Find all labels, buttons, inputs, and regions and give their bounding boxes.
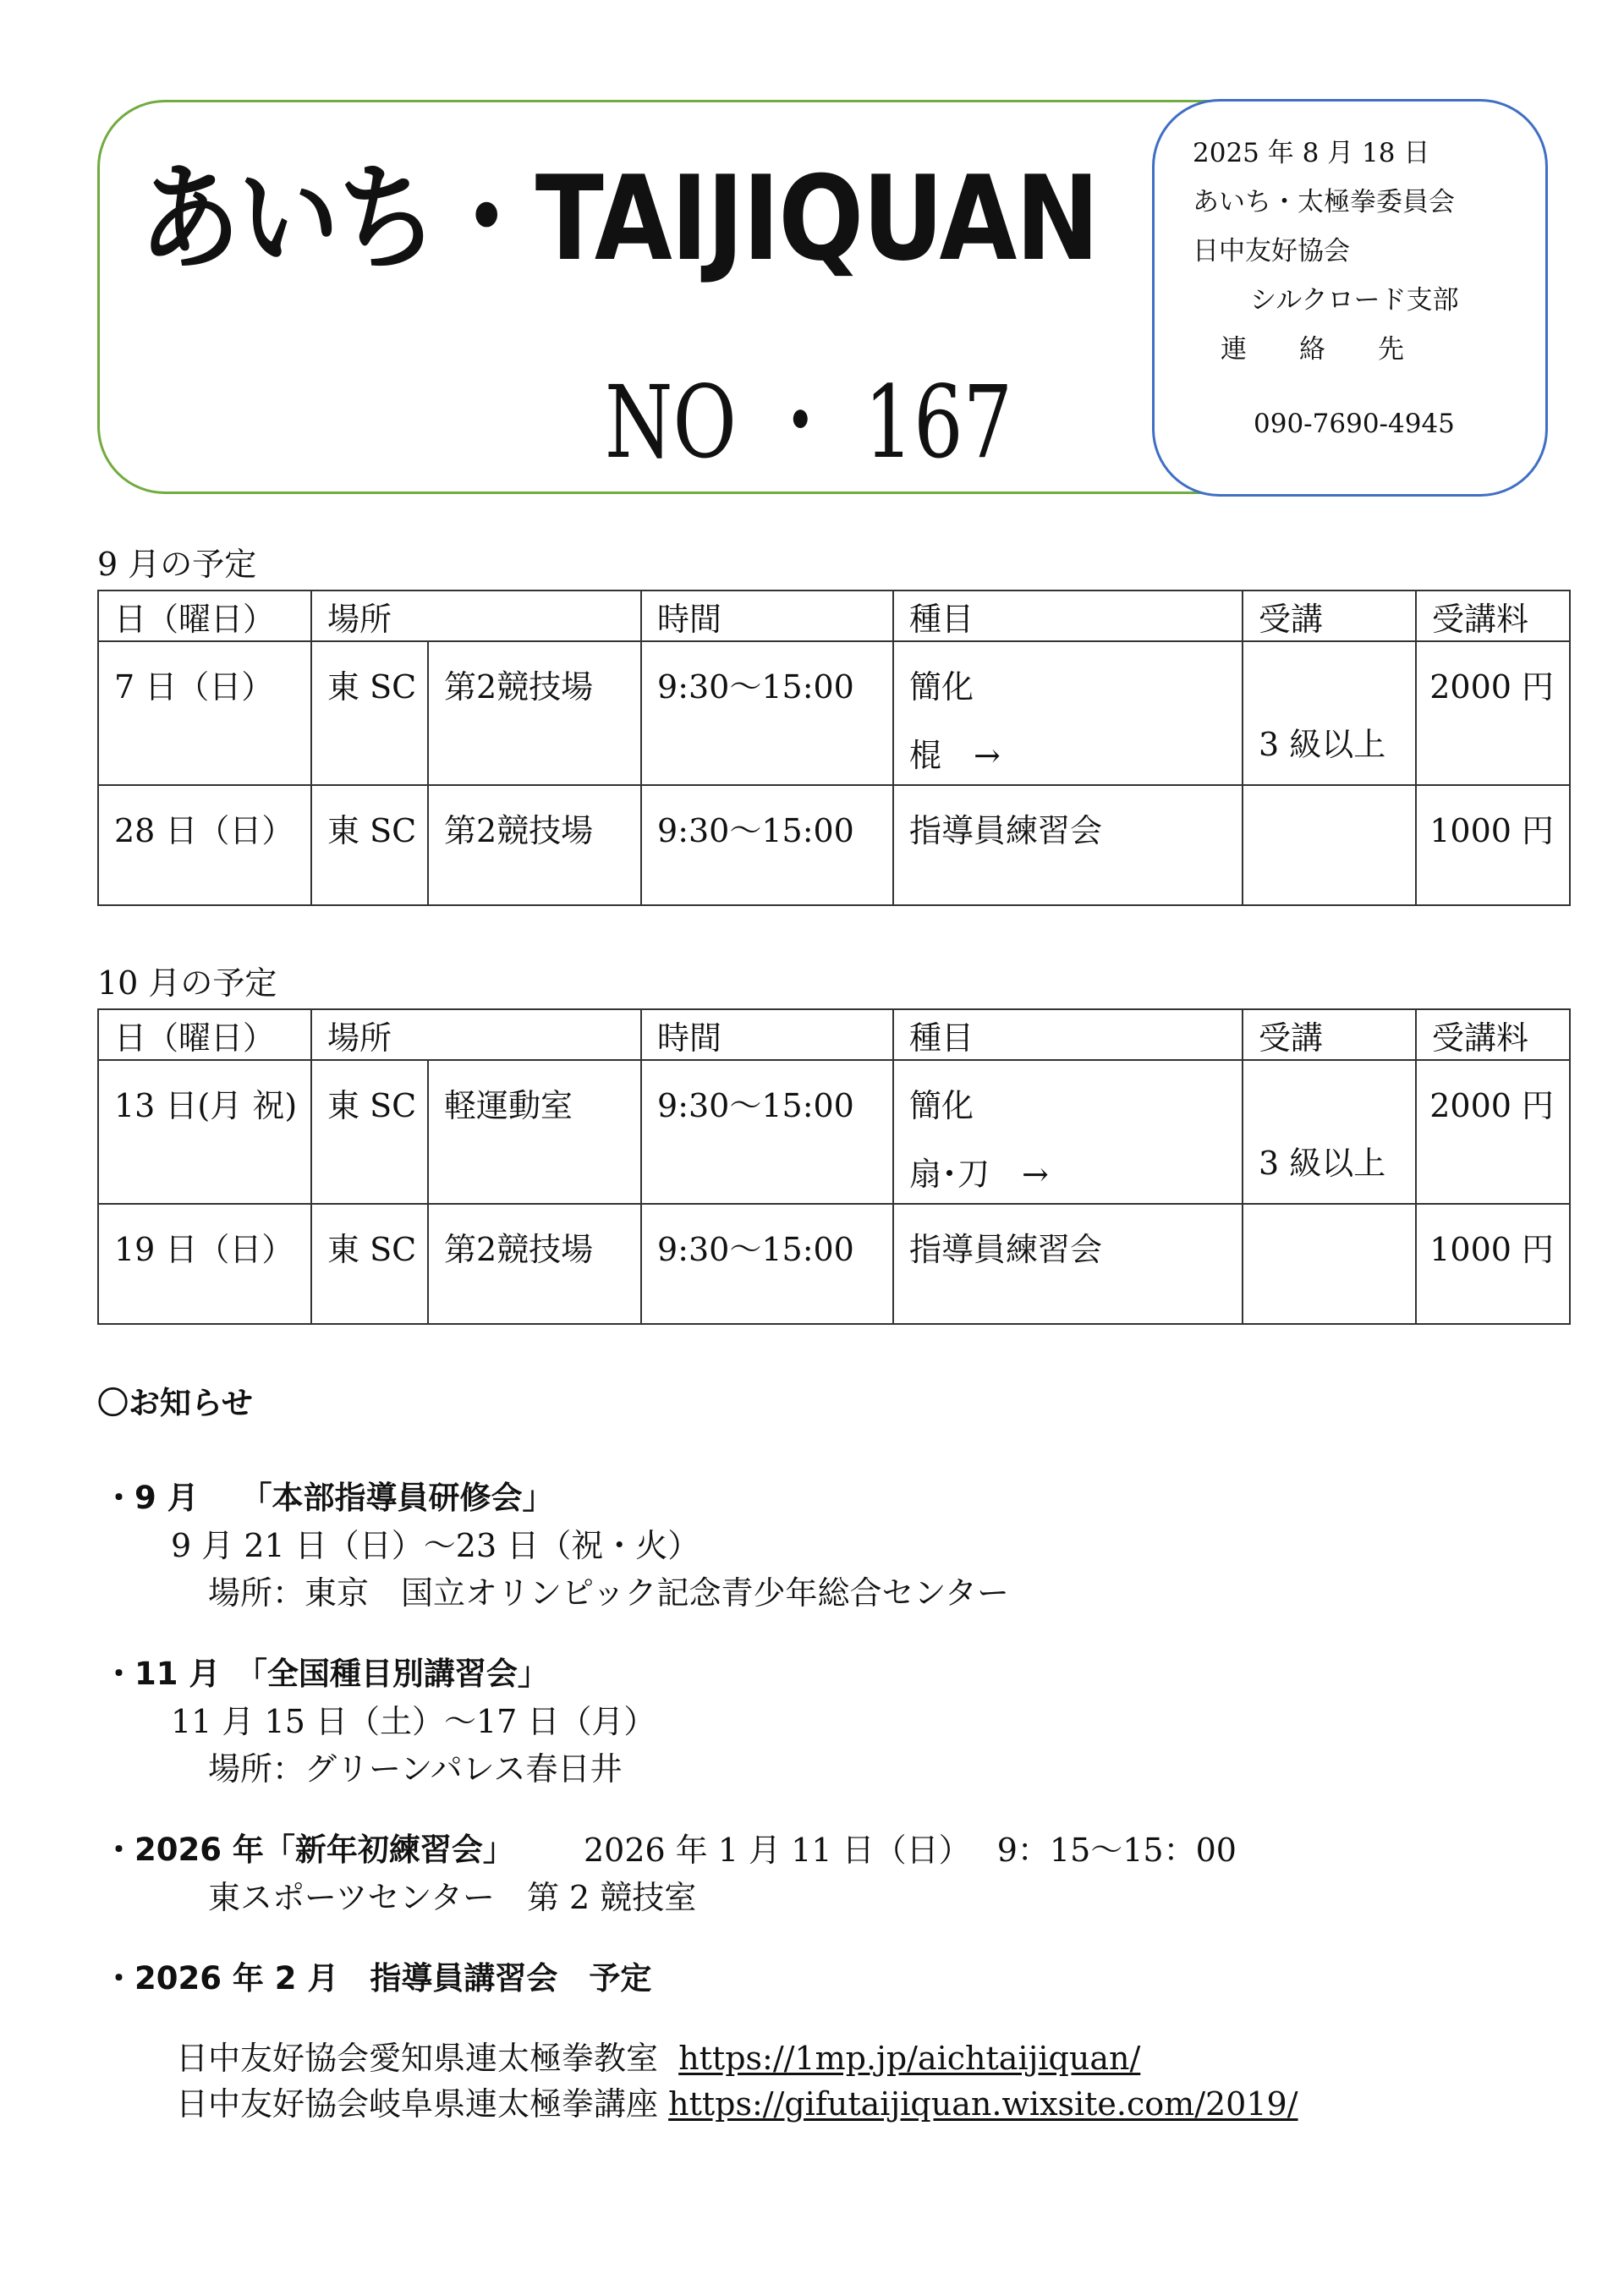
- org-association: 日中友好協会: [1193, 236, 1350, 266]
- notices-heading: 〇お知らせ: [97, 1385, 253, 1421]
- fee-cell: 1000 円: [1416, 1204, 1570, 1324]
- venue-cell: 東 SC: [311, 1060, 428, 1204]
- room-cell: 第2競技場: [428, 785, 641, 905]
- col-eligibility: 受講: [1243, 1009, 1416, 1060]
- org-committee: あいち・太極拳委員会: [1193, 187, 1455, 217]
- time-cell: 9:30～15:00: [641, 785, 893, 905]
- october-label: 10 月の予定: [97, 964, 277, 1002]
- item-line-1: 簡化: [909, 668, 974, 706]
- issue-number: NO ・ 167: [605, 364, 1013, 481]
- col-date: 日（曜日）: [98, 590, 311, 641]
- eligibility-cell: [1243, 785, 1416, 905]
- col-date: 日（曜日）: [98, 1009, 311, 1060]
- col-fee: 受講料: [1416, 1009, 1570, 1060]
- col-item: 種目: [893, 590, 1243, 641]
- item-line-2: 扇･刀 →: [909, 1156, 1049, 1193]
- link-line-aichi: [176, 2040, 1141, 2077]
- notice-3-datetime: 2026 年 1 月 11 日（日） 9：15～15：00: [584, 1832, 1237, 1869]
- issue-date: 2025 年 8 月 18 日: [1193, 138, 1430, 168]
- date-cell: 7 日（日）: [98, 641, 311, 785]
- room-cell: 軽運動室: [428, 1060, 641, 1204]
- table-row: [98, 785, 1570, 905]
- time-cell: 9:30～15:00: [641, 1060, 893, 1204]
- notice-1-title: ・9 月 「本部指導員研修会」: [103, 1480, 554, 1516]
- item-cell: [893, 641, 1243, 785]
- date-cell: 13 日(月 祝): [98, 1060, 311, 1204]
- org-branch: シルクロード支部: [1250, 285, 1459, 316]
- item-cell: [893, 1060, 1243, 1204]
- eligibility-value: 3 級以上: [1259, 1145, 1386, 1182]
- col-fee: 受講料: [1416, 590, 1570, 641]
- link-gifu[interactable]: https://gifutaijiquan.wixsite.com/2019/: [668, 2085, 1298, 2123]
- september-label: 9 月の予定: [97, 546, 257, 583]
- notice-2-place: 場所：グリーンパレス春日井: [208, 1750, 623, 1788]
- item-line-2: 棍 →: [909, 737, 1001, 774]
- item-cell: 指導員練習会: [893, 785, 1243, 905]
- room-cell: 第2競技場: [428, 1204, 641, 1324]
- eligibility-value: 3 級以上: [1259, 726, 1386, 763]
- fee-cell: 1000 円: [1416, 785, 1570, 905]
- eligibility-cell: [1243, 1204, 1416, 1324]
- notice-1-dates: 9 月 21 日（日）～23 日（祝・火）: [171, 1527, 700, 1564]
- fee-cell: 2000 円: [1416, 1060, 1570, 1204]
- date-cell: 28 日（日）: [98, 785, 311, 905]
- contact-label: 連 絡 先: [1221, 334, 1404, 365]
- notice-1-place: 場所：東京 国立オリンピック記念青少年総合センター: [208, 1574, 1009, 1612]
- table-row: [98, 641, 1570, 785]
- link-aichi[interactable]: https://1mp.jp/aichtaijiquan/: [678, 2040, 1141, 2077]
- col-time: 時間: [641, 1009, 893, 1060]
- link-line-gifu: [176, 2085, 1298, 2123]
- date-cell: 19 日（日）: [98, 1204, 311, 1324]
- col-place: 場所: [311, 590, 641, 641]
- table-row: [98, 1060, 1570, 1204]
- item-cell: 指導員練習会: [893, 1204, 1243, 1324]
- room-cell: 第2競技場: [428, 641, 641, 785]
- col-time: 時間: [641, 590, 893, 641]
- col-item: 種目: [893, 1009, 1243, 1060]
- table-header-row: [98, 590, 1570, 641]
- item-line-1: 簡化: [909, 1087, 974, 1124]
- col-place: 場所: [311, 1009, 641, 1060]
- notice-4-title: ・2026 年 2 月 指導員講習会 予定: [103, 1960, 652, 1997]
- table-header-row: [98, 1009, 1570, 1060]
- time-cell: 9:30～15:00: [641, 1204, 893, 1324]
- fee-cell: 2000 円: [1416, 641, 1570, 785]
- notice-3-title: ・2026 年「新年初練習会」: [103, 1832, 514, 1868]
- col-eligibility: 受講: [1243, 590, 1416, 641]
- contact-phone: 090-7690-4945: [1254, 409, 1455, 439]
- table-row: [98, 1204, 1570, 1324]
- notice-3-place: 東スポーツセンター 第 2 競技室: [208, 1879, 697, 1916]
- september-schedule-table: [97, 590, 1571, 906]
- venue-cell: 東 SC: [311, 785, 428, 905]
- notice-2-title: ・11 月 「全国種目別講習会」: [103, 1656, 549, 1692]
- venue-cell: 東 SC: [311, 641, 428, 785]
- venue-cell: 東 SC: [311, 1204, 428, 1324]
- time-cell: 9:30～15:00: [641, 641, 893, 785]
- link-label-aichi: 日中友好協会愛知県連太極拳教室: [176, 2040, 659, 2077]
- eligibility-cell: [1243, 1060, 1416, 1204]
- eligibility-cell: [1243, 641, 1416, 785]
- notice-2-dates: 11 月 15 日（土）～17 日（月）: [171, 1703, 656, 1740]
- link-label-gifu: 日中友好協会岐阜県連太極拳講座: [176, 2085, 659, 2123]
- october-schedule-table: [97, 1008, 1571, 1325]
- newsletter-title: あいち・TAIJIQUAN: [140, 151, 1099, 287]
